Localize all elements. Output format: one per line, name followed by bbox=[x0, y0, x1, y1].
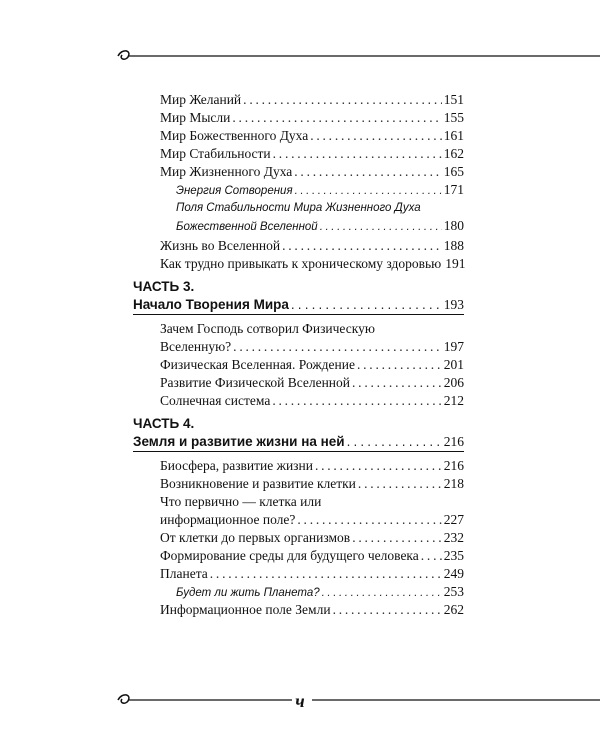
part-title: Начало Творения Мира bbox=[133, 297, 289, 312]
toc-entry[interactable] bbox=[160, 374, 464, 392]
page-number: 227 bbox=[443, 512, 464, 527]
leader-dots bbox=[320, 218, 442, 236]
page-number: 188 bbox=[443, 238, 464, 253]
entry-title: Зачем Господь сотворил Физическую bbox=[160, 321, 375, 336]
toc-entry[interactable] bbox=[160, 565, 464, 583]
toc-subentry[interactable] bbox=[176, 181, 464, 200]
page-number: 212 bbox=[443, 393, 464, 408]
entry-title: Будет ли жить Планета? bbox=[176, 587, 320, 599]
entry-title: Энергия Сотворения bbox=[176, 185, 293, 197]
page-number: 201 bbox=[443, 357, 464, 372]
toc-entry[interactable] bbox=[160, 392, 464, 410]
entry-title: Формирование среды для будущего человека bbox=[160, 548, 419, 563]
toc-entry[interactable] bbox=[160, 237, 464, 255]
leader-dots bbox=[210, 565, 442, 583]
leader-dots bbox=[232, 109, 441, 127]
entry-title-cont: Божественной Вселенной bbox=[176, 221, 318, 233]
page-number: 171 bbox=[443, 182, 464, 197]
toc-entry[interactable] bbox=[160, 493, 464, 529]
entry-title: Жизнь во Вселенной bbox=[160, 238, 281, 253]
leader-dots bbox=[352, 529, 442, 547]
entry-title: Как трудно привыкать к хроническому здоровью bbox=[160, 256, 442, 271]
entry-title-cont: информационное поле? bbox=[160, 512, 296, 527]
page-number: 191 bbox=[445, 256, 466, 271]
leader-dots bbox=[273, 145, 442, 163]
leader-dots bbox=[294, 163, 441, 181]
entry-title: Солнечная система bbox=[160, 393, 271, 408]
entry-title: Поля Стабильности Мира Жизненного Духа bbox=[176, 202, 421, 214]
entry-title: Возникновение и развитие клетки bbox=[160, 476, 356, 491]
page-number: 218 bbox=[443, 476, 464, 491]
entry-title: Развитие Физической Вселенной bbox=[160, 375, 351, 390]
entry-title: Мир Стабильности bbox=[160, 146, 271, 161]
leader-dots bbox=[322, 584, 442, 602]
leader-dots bbox=[421, 547, 442, 565]
part-4-heading[interactable] bbox=[133, 415, 464, 452]
leader-dots bbox=[297, 511, 441, 529]
page-folio: ч bbox=[295, 691, 305, 711]
page-number: 165 bbox=[443, 164, 464, 179]
toc-entry[interactable] bbox=[160, 547, 464, 565]
toc-entry[interactable] bbox=[160, 163, 464, 181]
part-title: Земля и развитие жизни на ней bbox=[133, 434, 345, 449]
part-3-heading[interactable] bbox=[133, 278, 464, 315]
page-number: 151 bbox=[443, 92, 464, 107]
leader-dots bbox=[333, 601, 442, 619]
entry-title: Биосфера, развитие жизни bbox=[160, 458, 313, 473]
entry-title: Мир Желаний bbox=[160, 92, 242, 107]
page-number: 216 bbox=[443, 458, 464, 473]
leader-dots bbox=[357, 356, 442, 374]
page-number: 197 bbox=[443, 339, 464, 354]
page-number: 216 bbox=[443, 434, 464, 449]
toc-entry[interactable] bbox=[160, 91, 464, 109]
leader-dots bbox=[352, 374, 442, 392]
page-number: 155 bbox=[443, 110, 464, 125]
leader-dots bbox=[282, 237, 442, 255]
page-number: 161 bbox=[443, 128, 464, 143]
leader-dots bbox=[315, 457, 442, 475]
toc-entry[interactable] bbox=[160, 320, 464, 356]
page-number: 249 bbox=[443, 566, 464, 581]
leader-dots bbox=[233, 338, 442, 356]
toc-entry[interactable] bbox=[160, 601, 464, 619]
entry-title: Мир Мысли bbox=[160, 110, 231, 125]
leader-dots bbox=[291, 296, 442, 314]
toc-entry[interactable] bbox=[160, 109, 464, 127]
page-number: 193 bbox=[443, 297, 464, 312]
toc-subentry[interactable] bbox=[176, 199, 464, 236]
page-number: 206 bbox=[443, 375, 464, 390]
part-label: ЧАСТЬ 3. bbox=[133, 279, 195, 294]
page-number: 162 bbox=[443, 146, 464, 161]
leader-dots bbox=[347, 433, 442, 451]
toc-entry[interactable] bbox=[160, 255, 464, 273]
page-number: 232 bbox=[443, 530, 464, 545]
toc-subentry[interactable] bbox=[176, 583, 464, 602]
entry-title-cont: Вселенную? bbox=[160, 339, 232, 354]
toc-entry[interactable] bbox=[160, 356, 464, 374]
page-number: 262 bbox=[443, 602, 464, 617]
leader-dots bbox=[295, 182, 442, 200]
entry-title: Мир Жизненного Духа bbox=[160, 164, 293, 179]
page-number: 235 bbox=[443, 548, 464, 563]
leader-dots bbox=[272, 392, 441, 410]
toc-entry[interactable] bbox=[160, 127, 464, 145]
toc-entry[interactable] bbox=[160, 145, 464, 163]
part-label: ЧАСТЬ 4. bbox=[133, 416, 195, 431]
toc-entry[interactable] bbox=[160, 475, 464, 493]
entry-title: Физическая Вселенная. Рождение bbox=[160, 357, 355, 372]
page-number: 253 bbox=[443, 584, 464, 599]
leader-dots bbox=[310, 127, 442, 145]
leader-dots bbox=[358, 475, 442, 493]
entry-title: Мир Божественного Духа bbox=[160, 128, 309, 143]
toc-entry[interactable] bbox=[160, 457, 464, 475]
entry-title: От клетки до первых организмов bbox=[160, 530, 351, 545]
page-number: 180 bbox=[443, 218, 464, 233]
leader-dots bbox=[243, 91, 442, 109]
entry-title: Информационное поле Земли bbox=[160, 602, 331, 617]
toc-entry[interactable] bbox=[160, 529, 464, 547]
entry-title: Планета bbox=[160, 566, 208, 581]
entry-title: Что первично — клетка или bbox=[160, 494, 322, 509]
